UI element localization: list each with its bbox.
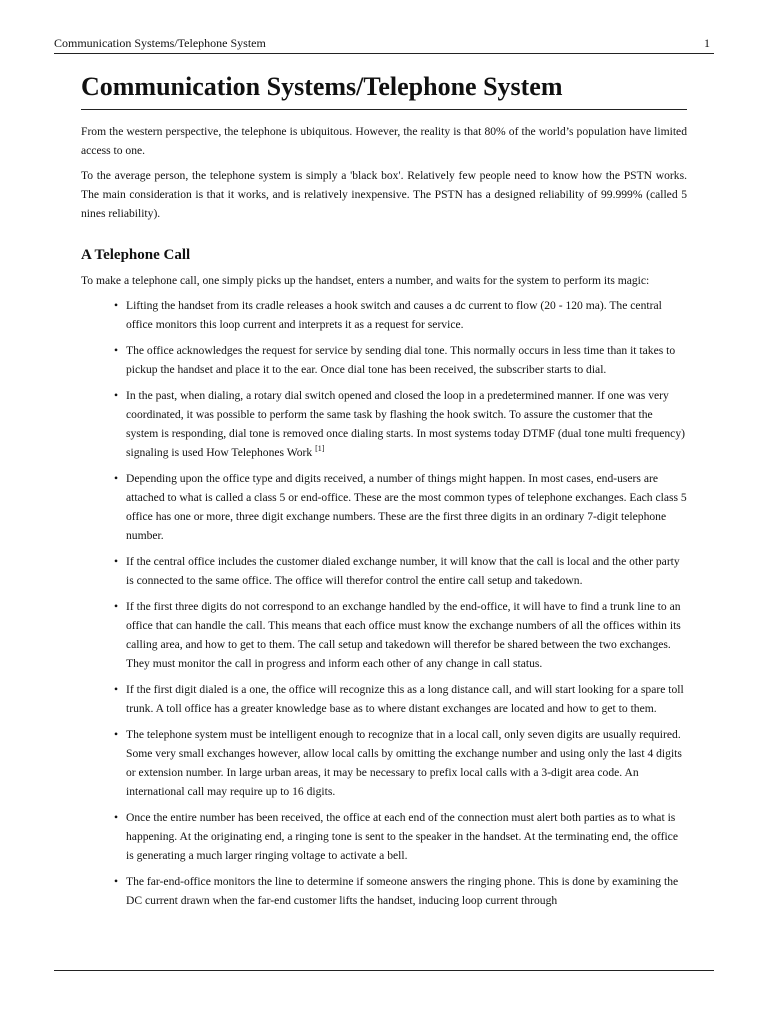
list-item-text: Lifting the handset from its cradle releases a hook switch and causes a dc current to flow (20 - 120 ma). The central office monitors this loop current and interprets it as a request for service. xyxy=(126,299,662,331)
citation-link[interactable]: [1] xyxy=(315,444,325,454)
page-title: Communication Systems/Telephone System xyxy=(81,70,687,110)
list-item xyxy=(81,725,687,801)
list-item-text: The far-end-office monitors the line to determine if someone answers the ringing phone. This is done by examining the DC current drawn when the far-end customer lifts the handset, inducing loop current through xyxy=(126,875,679,907)
bullet-icon: • xyxy=(114,683,119,696)
list-item-text: If the first three digits do not correspond to an exchange handled by the end-office, it will have to find a trunk line to an office that can handle the call. This means that each office must know the exchange numbers of all the offices within its calling area, and how to get to them. The call setup and takedown will therefor be shared between the two exchanges. They must monitor the call in progress and inform each other of any change in call status. xyxy=(126,600,681,670)
list-item-text: In the past, when dialing, a rotary dial switch opened and closed the loop in a predetermined manner. If one was very coordinated, it was possible to perform the same task by flashing the hook switch. To assure the customer that the system is responding, dial tone is removed once dialing starts. In most systems today DTMF (dual tone multi frequency) signaling is used How Telephones Work xyxy=(126,389,685,459)
list-item-text: The office acknowledges the request for service by sending dial tone. This normally occurs in less time than it takes to pickup the handset and place it to the ear. Once dial tone has been received, the subscriber starts to dial. xyxy=(126,344,676,376)
page-number: 1 xyxy=(704,36,710,50)
article-body xyxy=(81,122,687,917)
bullet-icon: • xyxy=(114,875,119,888)
intro-paragraph-1: From the western perspective, the telephone is ubiquitous. However, the reality is that 80% of the world’s population have limited access to one. xyxy=(81,125,687,157)
list-item-text: If the central office includes the customer dialed exchange number, it will know that the call is local and the other party is connected to the same office. The office will therefor control the entire call setup and takedown. xyxy=(126,555,680,587)
list-item xyxy=(81,469,687,545)
bullet-icon: • xyxy=(114,299,119,312)
list-item xyxy=(81,386,687,462)
list-item-text: Once the entire number has been received, the office at each end of the connection must alert both parties as to what is happening. At the originating end, a ringing tone is sent to the speaker in the handset. At the terminating end, the office is generating a much larger ringing voltage to activate a bell. xyxy=(126,811,678,862)
footer-divider xyxy=(54,970,714,971)
list-item-text: If the first digit dialed is a one, the office will recognize this as a long distance call, and will start looking for a spare toll trunk. A toll office has a greater knowledge base as to where distant exchanges are located and how to get to them. xyxy=(126,683,684,715)
section-heading-telephone-call: A Telephone Call xyxy=(81,247,191,263)
bullet-icon: • xyxy=(114,600,119,613)
section-lead-paragraph: To make a telephone call, one simply picks up the handset, enters a number, and waits for the system to perform its magic: xyxy=(81,274,650,287)
bullet-icon: • xyxy=(114,728,119,741)
bullet-icon: • xyxy=(114,389,119,402)
running-header-title: Communication Systems/Telephone System xyxy=(54,36,266,50)
list-item xyxy=(81,680,687,718)
bullet-icon: • xyxy=(114,811,119,824)
list-item xyxy=(81,808,687,865)
bullet-icon: • xyxy=(114,472,119,485)
list-item xyxy=(81,872,687,910)
list-item xyxy=(81,597,687,673)
running-header xyxy=(54,36,714,54)
bullet-icon: • xyxy=(114,344,119,357)
list-item-text: The telephone system must be intelligent enough to recognize that in a local call, only seven digits are usually required. Some very small exchanges however, allow local calls by omitting the exchange number and using only the last 4 digits or extension number. In large urban areas, it may be necessary to prefix local calls with a 3-digit area code. An international call may require up to 16 digits. xyxy=(126,728,682,798)
intro-paragraph-2: To the average person, the telephone system is simply a 'black box'. Relatively few people need to know how the PSTN works. The main consideration is that it works, and is relatively inexpensive. The PSTN has a designed reliability of 99.999% (called 5 nines reliability). xyxy=(81,169,687,220)
list-item-text: Depending upon the office type and digits received, a number of things might happen. In most cases, end-users are attached to what is called a class 5 or end-office. These are the most common types of telephone exchanges. Each class 5 office has one or more, three digit exchange numbers. These are the first three digits in an ordinary 7-digit telephone number. xyxy=(126,472,687,542)
bullet-icon: • xyxy=(114,555,119,568)
list-item xyxy=(81,341,687,379)
call-steps-list xyxy=(81,296,687,910)
list-item xyxy=(81,296,687,334)
list-item xyxy=(81,552,687,590)
